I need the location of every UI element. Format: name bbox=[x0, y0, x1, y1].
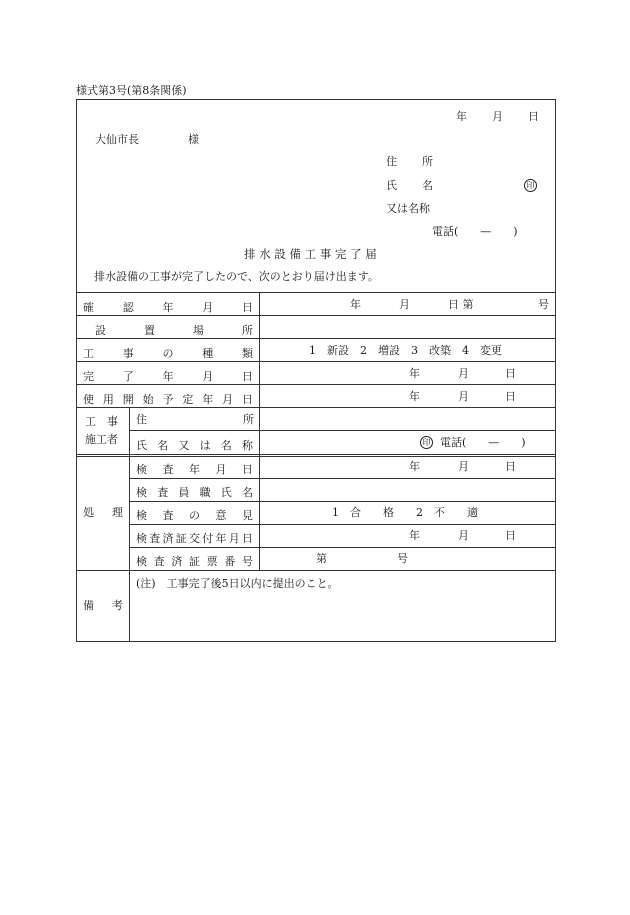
processing-group-label-1: 処 bbox=[83, 506, 94, 519]
certificate-month: 月 bbox=[458, 529, 469, 542]
label-char: 検 bbox=[136, 463, 147, 476]
label-char: 意 bbox=[215, 509, 227, 522]
label-char: 票 bbox=[206, 555, 218, 568]
contractor-group-label-2: 施工者 bbox=[85, 433, 118, 446]
label-char: の bbox=[189, 509, 200, 522]
row-line bbox=[76, 361, 556, 362]
label-char: 番 bbox=[224, 555, 236, 568]
label-char: 検 bbox=[136, 555, 147, 568]
inspection-month: 月 bbox=[458, 460, 469, 473]
certificate-year: 年 bbox=[409, 529, 420, 542]
section-line-double bbox=[76, 456, 556, 457]
label-char: 月 bbox=[228, 532, 240, 545]
label-char: 所 bbox=[242, 324, 253, 337]
inspection-day: 日 bbox=[505, 460, 516, 473]
start-use-day: 日 bbox=[505, 390, 516, 403]
confirm-year: 年 bbox=[350, 298, 361, 311]
location-label bbox=[95, 322, 253, 338]
completion-date-label bbox=[83, 368, 253, 384]
label-char: 工 bbox=[83, 347, 94, 360]
label-char: 査 bbox=[153, 555, 165, 568]
row-line bbox=[129, 547, 556, 548]
label-char: 名 bbox=[157, 439, 169, 452]
label-char: 開 bbox=[122, 393, 134, 406]
label-char: 又 bbox=[178, 439, 190, 452]
date-day: 日 bbox=[528, 110, 539, 123]
label-char: 場 bbox=[193, 324, 204, 337]
row-line bbox=[129, 524, 556, 525]
addressee-name: 大仙市長 bbox=[95, 133, 139, 146]
label-char: 日 bbox=[242, 301, 253, 314]
ticket-number-suffix: 号 bbox=[397, 552, 408, 565]
group-divider bbox=[129, 407, 130, 642]
label-char: 証 bbox=[188, 555, 200, 568]
label-char: 氏 bbox=[220, 486, 232, 499]
label-char: 確 bbox=[83, 301, 94, 314]
form-number-label: 様式第3号(第8条関係) bbox=[76, 84, 187, 97]
confirm-date-label bbox=[83, 299, 253, 315]
label-char: 証 bbox=[175, 532, 187, 545]
row-line bbox=[129, 478, 556, 479]
inspection-opinion-options: 1 合 格 2 不 適 bbox=[332, 506, 478, 519]
applicant-phone: 電話( — ) bbox=[432, 225, 518, 238]
remarks-label-1: 備 bbox=[83, 599, 94, 612]
applicant-org-label: 又は名称 bbox=[386, 202, 430, 215]
label-char: 月 bbox=[202, 301, 214, 314]
label-char: 交 bbox=[189, 532, 200, 545]
label-char: 日 bbox=[242, 532, 253, 545]
label-char: の bbox=[162, 347, 174, 360]
label-char: 了 bbox=[122, 370, 134, 383]
form-title: 排 水 設 備 工 事 完 了 届 bbox=[244, 247, 377, 261]
date-month: 月 bbox=[492, 110, 503, 123]
start-use-date-label bbox=[83, 391, 253, 407]
label-char: 済 bbox=[171, 555, 183, 568]
label-char: 類 bbox=[242, 347, 253, 360]
contractor-group-label-1: 工 事 bbox=[85, 415, 118, 428]
label-char: 査 bbox=[162, 509, 174, 522]
applicant-seal-icon: 印 bbox=[524, 179, 537, 192]
contractor-phone: 電話( — ) bbox=[440, 436, 526, 449]
form-intro-text: 排水設備の工事が完了したので、次のとおり届け出ます。 bbox=[94, 270, 379, 283]
ticket-number-label bbox=[136, 553, 253, 569]
label-char: 月 bbox=[222, 393, 234, 406]
certificate-date-label bbox=[136, 530, 253, 546]
remarks-label-2: 考 bbox=[112, 599, 123, 612]
label-char: 職 bbox=[199, 486, 211, 499]
contractor-address-label-1: 住 bbox=[136, 413, 147, 426]
label-char: 種 bbox=[202, 347, 214, 360]
date-year: 年 bbox=[456, 110, 467, 123]
label-char: 設 bbox=[95, 324, 106, 337]
label-char: 月 bbox=[202, 370, 214, 383]
label-char: 事 bbox=[122, 347, 134, 360]
confirm-number-suffix: 号 bbox=[538, 298, 549, 311]
applicant-name-label-2: 名 bbox=[422, 179, 433, 192]
label-char: 置 bbox=[144, 324, 155, 337]
addressee-honorific: 様 bbox=[188, 133, 199, 146]
label-char: 済 bbox=[162, 532, 174, 545]
work-type-label bbox=[83, 345, 253, 361]
label-char: 年 bbox=[189, 463, 200, 476]
label-char: 予 bbox=[162, 393, 174, 406]
work-type-options: 1 新設 2 増設 3 改築 4 変更 bbox=[309, 344, 502, 357]
label-char: 年 bbox=[162, 301, 174, 314]
label-char: 年 bbox=[215, 532, 227, 545]
label-char: 名 bbox=[220, 439, 232, 452]
row-line bbox=[76, 384, 556, 385]
label-char: 始 bbox=[142, 393, 154, 406]
ticket-number-prefix: 第 bbox=[316, 552, 327, 565]
label-char: 年 bbox=[202, 393, 214, 406]
row-line bbox=[76, 407, 556, 408]
label-char: 日 bbox=[242, 463, 253, 476]
confirm-day-no: 日 第 bbox=[448, 298, 474, 311]
label-char: 見 bbox=[242, 509, 253, 522]
row-line bbox=[76, 315, 556, 316]
completion-day: 日 bbox=[505, 367, 516, 380]
confirm-month: 月 bbox=[399, 298, 410, 311]
inspection-year: 年 bbox=[409, 460, 420, 473]
label-char: 氏 bbox=[136, 439, 147, 452]
remarks-note: (注) 工事完了後5日以内に提出のこと。 bbox=[136, 577, 339, 590]
label-char: 付 bbox=[202, 532, 214, 545]
processing-group-label-2: 理 bbox=[112, 506, 123, 519]
label-char: 検 bbox=[136, 509, 147, 522]
inspection-date-label bbox=[136, 461, 253, 477]
completion-year: 年 bbox=[409, 367, 420, 380]
label-char: 査 bbox=[157, 486, 169, 499]
start-use-year: 年 bbox=[409, 390, 420, 403]
contractor-name-label bbox=[136, 437, 253, 453]
label-char: 検 bbox=[136, 532, 147, 545]
certificate-day: 日 bbox=[505, 529, 516, 542]
completion-month: 月 bbox=[458, 367, 469, 380]
label-char: 年 bbox=[162, 370, 174, 383]
label-char: 月 bbox=[215, 463, 227, 476]
label-char: 定 bbox=[182, 393, 194, 406]
label-char: 名 bbox=[241, 486, 253, 499]
label-char: 検 bbox=[136, 486, 147, 499]
label-value-divider bbox=[259, 292, 260, 570]
table-top-line bbox=[76, 292, 556, 293]
contractor-seal-icon: 印 bbox=[420, 436, 433, 449]
row-line bbox=[76, 570, 556, 571]
label-char: 完 bbox=[83, 370, 94, 383]
section-line bbox=[76, 454, 556, 455]
inspector-label bbox=[136, 484, 253, 500]
label-char: 号 bbox=[241, 555, 253, 568]
applicant-address-label-2: 所 bbox=[422, 155, 433, 168]
label-char: 認 bbox=[122, 301, 134, 314]
applicant-name-label-1: 氏 bbox=[386, 179, 397, 192]
inspection-opinion-label bbox=[136, 507, 253, 523]
label-char: 査 bbox=[162, 463, 174, 476]
label-char: 員 bbox=[178, 486, 190, 499]
start-use-month: 月 bbox=[458, 390, 469, 403]
label-char: 称 bbox=[241, 439, 253, 452]
row-line bbox=[129, 501, 556, 502]
row-line bbox=[76, 338, 556, 339]
contractor-address-label-2: 所 bbox=[243, 413, 254, 426]
label-char: は bbox=[199, 439, 211, 452]
label-char: 日 bbox=[242, 393, 253, 406]
label-char: 日 bbox=[242, 370, 253, 383]
row-line bbox=[129, 430, 556, 431]
label-char: 使 bbox=[83, 393, 94, 406]
label-char: 用 bbox=[102, 393, 114, 406]
label-char: 査 bbox=[149, 532, 161, 545]
applicant-address-label-1: 住 bbox=[386, 155, 397, 168]
